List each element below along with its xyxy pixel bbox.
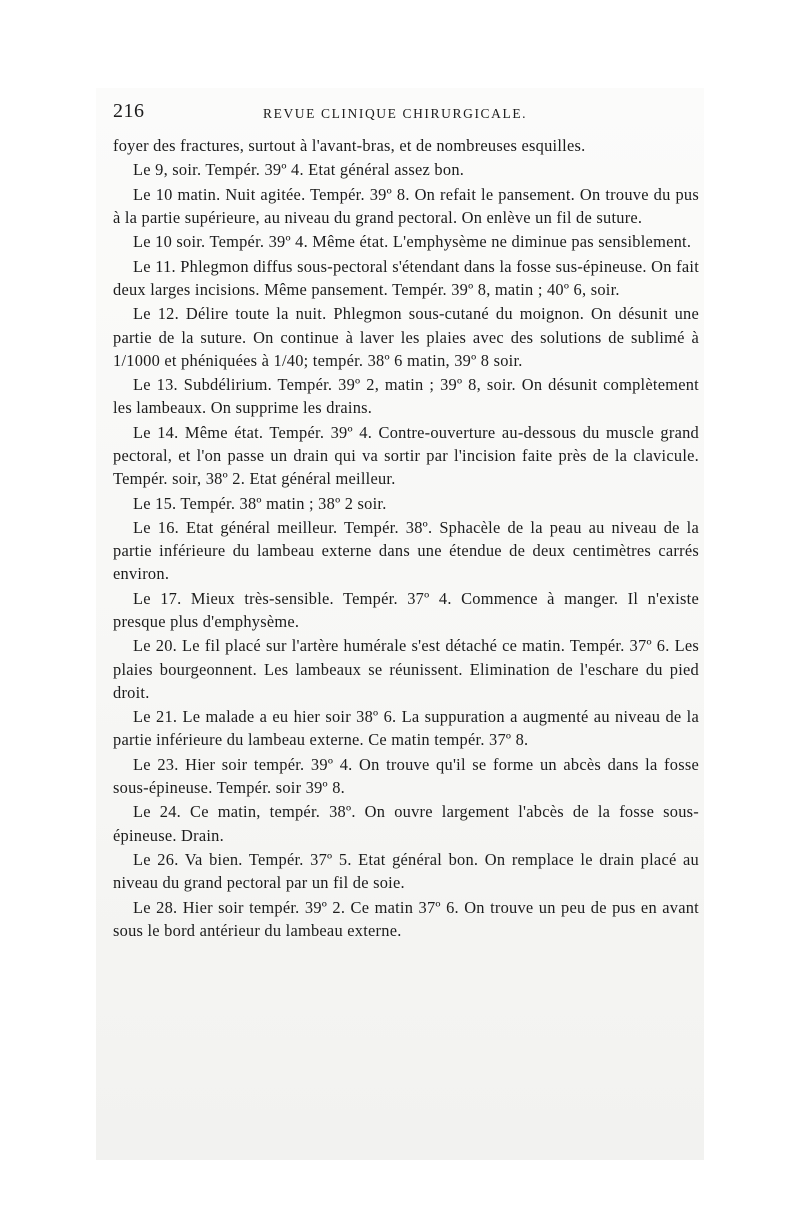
paragraph-day-24: Le 24. Ce matin, tempér. 38º. On ouvre largement l'abcès de la fosse sous-épineuse. Drain. — [113, 802, 699, 845]
paragraph-day-9: Le 9, soir. Tempér. 39º 4. Etat général assez bon. — [133, 160, 465, 180]
page-number: 216 — [113, 100, 145, 122]
body-text — [113, 134, 699, 943]
paragraph-day-16: Le 16. Etat général meilleur. Tempér. 38º. Sphacèle de la peau au niveau de la partie inférieure du lambeau externe dans une étendue de deux centimètres carrés environ. — [113, 517, 699, 584]
paragraph-day-20: Le 20. Le fil placé sur l'artère humérale s'est détaché ce matin. Tempér. 37º 6. Les plaies bourgeonnent. Les lambeaux se réunissent. Elimination de l'eschare du pied droit. — [113, 636, 699, 702]
paragraph-day-15: Le 15. Tempér. 38º matin ; 38º 2 soir. — [133, 493, 387, 513]
running-header — [113, 100, 699, 124]
paragraph-day-14: Le 14. Même état. Tempér. 39º 4. Contre-ouverture au-dessous du muscle grand pectoral, et l'on passe un drain qui va sortir par l'incision faite près de la clavicule. Tempér. soir, 38º 2. Etat général meilleur. — [113, 422, 699, 489]
paragraph-day-28: Le 28. Hier soir tempér. 39º 2. Ce matin 37º 6. On trouve un peu de pus en avant sous le bord antérieur du lambeau externe. — [113, 897, 699, 940]
paragraph-day-26: Le 26. Va bien. Tempér. 37º 5. Etat général bon. On remplace le drain placé au niveau du grand pectoral par un fil de soie. — [113, 849, 699, 893]
paragraph-day-13: Le 13. Subdélirium. Tempér. 39º 2, matin ; 39º 8, soir. On désunit complètement les lambeaux. On supprime les drains. — [113, 375, 699, 418]
paragraph-day-21: Le 21. Le malade a eu hier soir 38º 6. La suppuration a augmenté au niveau de la partie inférieure du lambeau externe. Ce matin tempér. 37º 8. — [113, 707, 699, 750]
paragraph-day-12: Le 12. Délire toute la nuit. Phlegmon sous-cutané du moignon. On désunit une partie de la suture. On continue à laver les plaies avec des solutions de sublimé à 1/1000 et phéniquées à 1/40; tempér. 38º 6 matin, 39º 8 soir. — [113, 304, 699, 370]
paragraph-day-17: Le 17. Mieux très-sensible. Tempér. 37º 4. Commence à manger. Il n'existe presque plus d'emphysème. — [113, 588, 699, 631]
paragraph-continuation: foyer des fractures, surtout à l'avant-bras, et de nombreuses esquilles. — [113, 136, 586, 155]
paragraph-day-23: Le 23. Hier soir tempér. 39º 4. On trouve qu'il se forme un abcès dans la fosse sous-épineuse. Tempér. soir 39º 8. — [113, 754, 699, 797]
journal-title: REVUE CLINIQUE CHIRURGICALE. — [263, 106, 528, 121]
paragraph-day-11: Le 11. Phlegmon diffus sous-pectoral s'étendant dans la fosse sus-épineuse. On fait deux larges incisions. Même pansement. Tempér. 39º 8, matin ; 40º 6, soir. — [113, 256, 699, 299]
paragraph-day-10-evening: Le 10 soir. Tempér. 39º 4. Même état. L'emphysème ne diminue pas sensiblement. — [133, 232, 692, 252]
paragraph-day-10-morning: Le 10 matin. Nuit agitée. Tempér. 39º 8. On refait le pansement. On trouve du pus à la partie supérieure, au niveau du grand pectoral. On enlève un fil de suture. — [113, 184, 699, 227]
